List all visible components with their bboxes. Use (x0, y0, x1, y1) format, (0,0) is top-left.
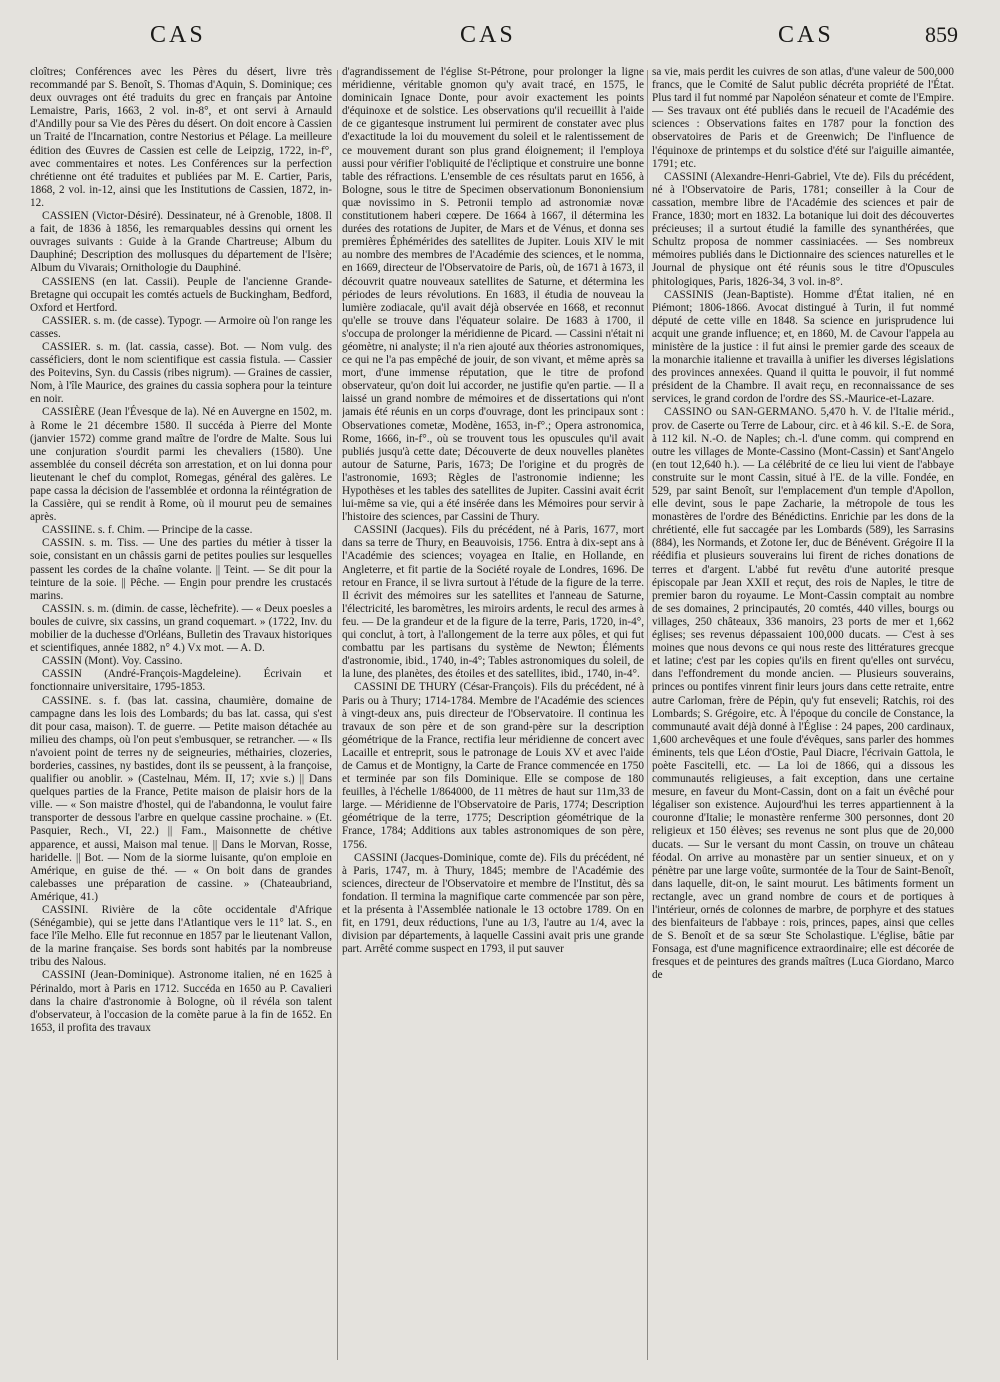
entry-paragraph: CASSIN. s. m. (dimin. de casse, lèchefrite). — « Deux poesles a boules de cuivre, six cassins, un grand coquemart. » (1722, Inv. du mobilier de la duchesse d'Orléans, Bulletin des Travaux historiques et scientifiques, année 1882, n° 4.) Vx mot. — A. D. (30, 602, 332, 655)
entry-paragraph: CASSINI (Jean-Dominique). Astronome italien, né en 1625 à Périnaldo, mort à Paris en 1712. Succéda en 1650 au P. Cavalieri dans la chaire d'astronomie à Bologne, où il révéla son talent d'observateur, à l'occasion de la comète parue à la fin de 1652. En 1653, il profita des travaux (30, 969, 332, 1034)
text-column-3 (652, 66, 954, 1366)
entry-paragraph: CASSINE. s. f. (bas lat. cassina, chaumière, domaine de campagne dans les lois des Lombards; du bas lat. cassa, qui s'est dit pour casa, maison). T. de guerre. — Petite maison détachée au milieu des champs, où l'on peut s'embusquer, se retrancher. — « Ils n'avoient point de terres ny de seigneuries, méthairies, clozeries, borderies, cassines, ny bastides, dont ils se peussent, à la françoise, qualifier ou anoblir. » (Castelnau, Mém. II, 17; xvie s.) || Dans quelques parties de la France, Petite maison de plaisir hors de la ville. — « Son maistre d'hostel, qui de l'abandonna, le voulut faire transporter de dessous l'arbre en quelque cassine prochaine. » (Et. Pasquier, Rech., VI, 22.) || Fam., Maisonnette de chétive apparence, et aussi, Maison mal tenue. || Dans le Morvan, Rosse, haridelle. || Bot. — Nom de la siorme luisante, qu'on emploie en Amérique, en guise de thé. — « On boit dans de grandes calebasses une préparation de cassine. » (Chateaubriand, Amérique, 41.) (30, 694, 332, 903)
entry-paragraph: CASSINI (Jacques). Fils du précédent, né à Paris, 1677, mort dans sa terre de Thury, en Beauvoisis, 1756. Entra à dix-sept ans à l'Académie des sciences; voyagea en Italie, en Hollande, en Angleterre, et fit partie de la Société royale de Londres, 1696. De retour en France, il se livra surtout à l'étude de la figure de la terre. Il écrivit des mémoires sur les satellites et l'anneau de Saturne, l'électricité, les baromètres, les miroirs ardents, le recul des armes à feu. — De la grandeur et de la figure de la terre, Paris, 1720, in-4°, qui conclut, à tort, à l'allongement de la terre aux pôles, et qui fut combattu par les partisans du système de Newton; Éléments d'astronomie, ibid., 1740, in-4°; Tables astronomiques du soleil, de la lune, des planètes, des étoiles et des satellites, ibid., 1740, in-4°. (342, 524, 644, 681)
text-column-1 (30, 66, 332, 1366)
page-number: 859 (925, 22, 958, 47)
entry-paragraph: CASSIER. s. m. (lat. cassia, casse). Bot. — Nom vulg. des casséficiers, dont le nom scientifique est cassia fistula. — Cassier des Poitevins, Syn. du Cassis (ribes nigrum). — Graines de cassier, Nom, à l'île Maurice, des graines du cassia sophera pour la teinture en noir. (30, 340, 332, 406)
entry-paragraph: CASSINI DE THURY (César-François). Fils du précédent, né à Paris ou à Thury; 1714-1784. Membre de l'Académie des sciences à vingt-deux ans, puis directeur de l'Observatoire. Il continua les travaux de son père et de son grand-père sur la description géométrique de la France, rectifia leur méridienne de concert avec Lacaille et entreprit, sous le patronage de Louis XV et avec l'aide de Camus et de Montigny, la Carte de France commencée en 1750 et terminée par son fils Dominique. Elle se compose de 180 feuilles, à l'échelle 1/864000, de 11 mètres de haut sur 11m,33 de large. — Méridienne de l'Observatoire de Paris, 1774; Description géométrique de la terre, 1775; Description géométrique de la France, 1784; Additions aux tables astronomiques de son père, 1756. (342, 681, 644, 851)
entry-paragraph: CASSINI (Alexandre-Henri-Gabriel, Vte de). Fils du précédent, né à l'Observatoire de Paris, 1781; conseiller à la Cour de cassation, membre libre de l'Académie des sciences et pair de France, 1830; mort en 1832. La botanique lui doit des découvertes précieuses; il a surtout étudié la famille des synanthérées, que Schultz proposa de nommer cassiniacées. — Ses nombreux mémoires publiés dans le Dictionnaire des sciences naturelles et le Journal de physique ont été réunis sous le titre d'Opuscules phitologiques, Paris, 1826-34, 3 vol. in-8°. (652, 170, 954, 288)
entry-paragraph: CASSIINE. s. f. Chim. — Principe de la casse. (42, 524, 253, 537)
entry-paragraph: d'agrandissement de l'église St-Pétrone, pour prolonger la ligne méridienne, véritable gnomon qu'y avait tracé, en 1575, le dominicain Ignace Donte, pour avoir exactement les points d'équinoxe et de solstice. Les observations qu'il recueillit à l'aide de ce gigantesque instrument lui permirent de constater avec plus d'exactitude la loi du mouvement du soleil et le ralentissement de ce mouvement durant son plus grand éloignement; il l'employa aussi pour vérifier l'obliquité de l'écliptique et construire une bonne table des réfractions. L'ensemble de ces résultats parut en 1656, à Bologne, sous le titre de Specimen observationum Bononiensium quæ novissimo in S. Petronii templo ad astronomiæ novæ constitutionem haberi cœpere. De 1664 à 1667, il détermina les durées des rotations de Jupiter, de Mars et de Vénus, et donna ses premières Éphémérides des satellites de Jupiter. Louis XIV le mit au nombre des membres de l'Académie des sciences, et le nomma, en 1669, directeur de l'Observatoire de Paris, où, de 1671 à 1673, il découvrit quatre nouveaux satellites de Saturne, et détermina les périodes de leurs révolutions. En 1683, il étudia de nouveau la lumière zodiacale, qu'il avait déjà observée en 1668, et reconnut qu'elle se trouve dans l'équateur solaire. De 1683 à 1700, il s'occupa de prolonger la méridienne de Picard. — Cassini n'était ni géomètre, ni analyste; il n'a rien ajouté aux théories astronomiques, ce qui ne l'a pas empêché de jouir, de son vivant, et même après sa mort, d'une immense réputation, que le titre de profond observateur, qu'on doit lui accorder, ne justifie qu'en partie. — Il a laissé un grand nombre de mémoires et de dissertations qui n'ont jamais été réunis en un corps d'ouvrage, dont les principaux sont : Observationes cometæ, Modène, 1653, in-f°.; Opera astronomica, Rome, 1666, in-f°., où se trouvent tous les opuscules qu'il avait publiés jusqu'à cette date; Découverte de deux nouvelles planètes autour de Saturne, Paris, 1673; De l'origine et du progrès de l'astronomie, 1693; Règles de l'astronomie indienne; les Hypothèses et les tables des satellites de Jupiter. Cassini avait écrit lui-même sa vie, qui a été insérée dans les Mémoires pour servir à l'histoire des sciences, par Cassini de Thury. (342, 66, 644, 524)
guide-word-right: CAS (778, 22, 834, 48)
entry-paragraph: sa vie, mais perdit les cuivres de son atlas, d'une valeur de 500,000 francs, que le Comité de Salut public décréta propriété de l'État. Plus tard il fut nommé par Napoléon sénateur et comte de l'Empire. — Ses travaux ont été publiés dans le recueil de l'Académie des sciences : Observations faites en 1787 pour la fonction des observatoires de Paris et de Greenwich; De l'influence de l'équinoxe de printemps et du solstice d'été sur l'aiguille aimantée, 1791; etc. (652, 66, 954, 170)
running-header (0, 22, 1000, 58)
entry-paragraph: CASSINI (Jacques-Dominique, comte de). Fils du précédent, né à Paris, 1747, m. à Thury, 1845; membre de l'Académie des sciences, directeur de l'Observatoire et membre de l'Institut, dès sa fondation. Il termina la magnifique carte commencée par son père, et la présenta à l'Assemblée nationale le 13 octobre 1789. On en fit, en 1791, deux réductions, l'une au 1/3, l'autre au 1/4, avec la division par départements, à laquelle Cassini avait pris une grande part. Arrêté comme suspect en 1793, il put sauver (342, 851, 644, 956)
entry-paragraph: CASSINIS (Jean-Baptiste). Homme d'État italien, né en Piémont; 1806-1866. Avocat distingué à Turin, il fut nommé député de cette ville en 1848. Sa science en jurisprudence lui acquit une grande influence; et, en 1860, M. de Cavour l'appela au ministère de la justice : il fut ainsi le premier garde des sceaux de la monarchie italienne et travailla à unifier les diverses législations des provinces annexées. Quand il quitta le pouvoir, il fut nommé président de la Chambre. Il avait reçu, en reconnaissance de ses services, le grand cordon de l'ordre des SS.-Maurice-et-Lazare. (652, 288, 954, 406)
text-column-2 (342, 66, 644, 1366)
entry-paragraph: CASSIENS (en lat. Cassii). Peuple de l'ancienne Grande-Bretagne qui occupait les comtés actuels de Buckingham, Bedford, Oxford et Hertford. (30, 275, 332, 314)
entry-paragraph: CASSIER. s. m. (de casse). Typogr. — Armoire où l'on range les casses. (30, 314, 332, 340)
entry-paragraph: CASSIN (André-François-Magdeleine). Écrivain et fonctionnaire universitaire, 1795-1853. (30, 668, 332, 694)
column-rule (647, 70, 648, 1360)
entry-paragraph: CASSINI. Rivière de la côte occidentale d'Afrique (Sénégambie), qui se jette dans l'Atlantique vers le 11° lat. S., en face l'île Melho. Elle fut reconnue en 1857 par le lieutenant Vallon, de la marine française. Ses bords sont habités par la nombreuse tribu des Nalous. (30, 904, 332, 969)
entry-paragraph: CASSINO ou SAN-GERMANO. 5,470 h. V. de l'Italie mérid., prov. de Caserte ou Terre de Labour, circ. et à 46 kil. S.-E. de Sora, à 112 kil. N.-O. de Naples; ch.-l. d'une comm. qui comprend en outre les villages de Monte-Cassino (Mont-Cassin) et Sant'Angelo (en tout 12,640 h.). — La célébrité de ce lieu lui vient de l'abbaye construite sur le mont Cassin, situé à l'E. de la ville. Fondée, en 529, par saint Benoît, sur l'emplacement d'un temple d'Apollon, elle devint, sous le pape Zacharie, la métropole de tous les monastères de l'ordre des Bénédictins. Enrichie par les dons de la chrétienté, elle fut saccagée par les Lombards (589), les Sarrasins (884), les Normands, et Zotone Ier, duc de Bénévent. Grégoire II la réédifia et plusieurs souverains lui firent de riches donations de terres et d'argent. L'abbé fut revêtu d'une autorité presque épiscopale par Jean XXII et reçut, des rois de Naples, le titre de premier baron du royaume. Le Mont-Cassin comptait au nombre de ses domaines, 2 principautés, 20 comtés, 440 villes, bourgs ou villages, 250 châteaux, 336 manoirs, 23 ports de mer et 1,662 églises; ses revenus dépassaient 100,000 ducats. — C'est à ses moines que nous devons ce qui nous reste des littératures grecque et latine; c'est par les copies qu'ils en firent qu'elles ont survécu, dans l'effondrement du monde ancien. — Plusieurs souverains, princes ou pontifes vinrent finir leurs jours dans cette retraite, entre autre Carloman, frère de Pépin, qu'y fut enseveli; Ratchis, roi des Lombards; S. Grégoire, etc. À l'époque du concile de Constance, la communauté avait déjà donné à l'Église : 24 papes, 200 cardinaux, 1,600 archevêques et une foule d'évêques, sans parler des hommes éminents, tels que Léon d'Ostie, Paul Diacre, l'écrivain Gattola, le poète Fascitelli, etc. — La loi de 1866, qui a dissous les communautés religieuses, a fait exception, dans une certaine mesure, en faveur du Mont-Cassin, dont on a fait un évêché pour légaliser son existence. Aujourd'hui les terres appartiennent à la couronne d'Italie; le monastère renferme 300 personnes, dont 20 religieux et 150 élèves; ses revenus ne sont plus que de 20,000 ducats. — Sur le versant du mont Cassin, on trouve un château féodal. On arrive au monastère par un sentier sinueux, et on y pénètre par une large voûte, surmontée de la Tour de Saint-Benoît, dans laquelle, dit-on, le saint mourut. Les bâtiments forment un rectangle, avec un grand nombre de cours et de portiques à l'intérieur, ornés de colonnes de marbre, de porphyre et des statues des bienfaiteurs de l'abbaye : rois, princes, papes, ainsi que celles de S. Benoît et de sa sœur Ste Scholastique. L'église, bâtie par Fonsaga, est d'une magnificence extraordinaire; elle est décorée de fresques et de peintures des grands maîtres (Luca Giordano, Marco de (652, 406, 954, 982)
guide-word-left: CAS (150, 22, 206, 48)
entry-paragraph: CASSIÈRE (Jean l'Évesque de la). Né en Auvergne en 1502, m. à Rome le 21 décembre 1580. Il succéda à Pierre del Monte (janvier 1572) comme grand maître de l'ordre de Malte. Sous lui une conjuration s'ourdit parmi les chevaliers (1580). Une assemblée du conseil décréta son arrestation, et on lui donna pour lieutenant le chef du complot, Romegas, général des galères. Le pape cassa la décision de l'assemblée et ordonna la réintégration de la Cassière, qui se rendit à Rome, où il mourut peu de semaines après. (30, 406, 332, 524)
guide-word-center: CAS (460, 22, 516, 48)
column-rule (337, 70, 338, 1360)
entry-paragraph: CASSIN (Mont). Voy. Cassino. (42, 655, 183, 668)
entry-paragraph: CASSIN. s. m. Tiss. — Une des parties du métier à tisser la soie, consistant en un châssis garni de petites poulies sur lesquelles passent les cordes de la chaîne volante. || Teint. — Se dit pour la teinture de la soie. || Pêche. — Engin pour prendre les crustacés marins. (30, 537, 332, 602)
entry-paragraph: cloîtres; Conférences avec les Pères du désert, livre très recommandé par S. Benoît, S. Thomas d'Aquin, S. Dominique; ces deux ouvrages ont été traduits du grec en français par Antoine Lemaistre, Paris, 1663, 2 vol. in-8°, et ont servi à Arnauld d'Andilly pour sa Vie des Pères du désert. On doit encore à Cassien un Traité de l'Incarnation, contre Nestorius et Pélage. La meilleure édition des Œuvres de Cassien est celle de Leipzig, 1722, in-f°, avec commentaires et notes. Les Conférences sur la perfection chrétienne ont été traduites et publiées par M. E. Cartier, Paris, 1868, 2 vol. in-12, ainsi que les Institutions de Cassien, 1872, in-12. (30, 66, 332, 209)
entry-paragraph: CASSIEN (Victor-Désiré). Dessinateur, né à Grenoble, 1808. Il a fait, de 1836 à 1856, les remarquables dessins qui ornent les ouvrages suivants : Guide à la Grande Chartreuse; Album du Dauphiné; Description des mollusques du département de l'Isère; Album du Vivarais; Ornithologie du Dauphiné. (30, 210, 332, 275)
